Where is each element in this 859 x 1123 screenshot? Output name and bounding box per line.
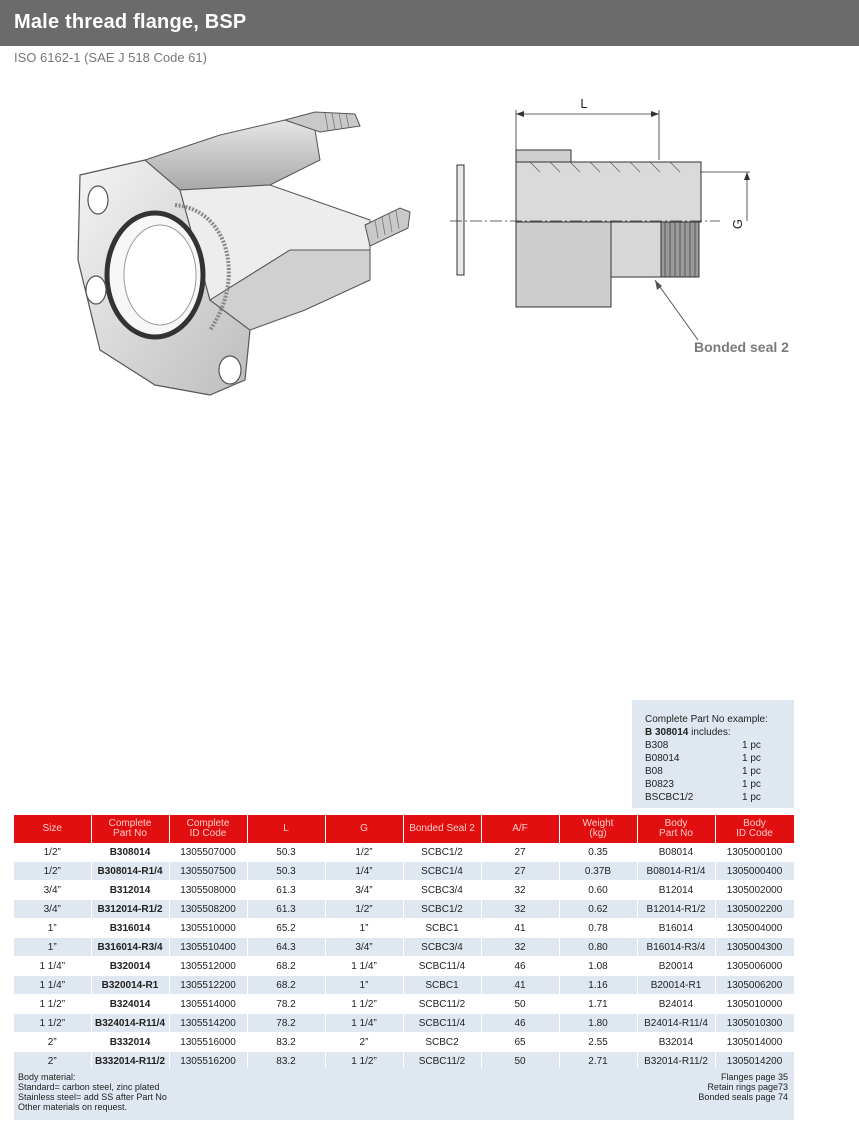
table-cell: 1305004300 (715, 938, 794, 957)
table-cell: 46 (481, 957, 559, 976)
table-cell: B32014 (637, 1033, 715, 1052)
table-cell: 1305014000 (715, 1033, 794, 1052)
table-cell: B312014-R1/2 (91, 900, 169, 919)
table-cell: 1305512000 (169, 957, 247, 976)
table-cell: 1305507000 (169, 843, 247, 862)
table-row (14, 957, 794, 976)
table-cell: 2” (14, 1033, 91, 1052)
table-cell: 1305510000 (169, 919, 247, 938)
table-cell: 1/2” (14, 843, 91, 862)
spec-table (14, 815, 795, 1071)
table-cell: 1305514200 (169, 1014, 247, 1033)
table-cell: SCBC11/4 (403, 1014, 481, 1033)
table-cell: B20014-R1 (637, 976, 715, 995)
table-cell: B320014 (91, 957, 169, 976)
header-bar (0, 0, 859, 46)
table-cell: 3/4” (14, 881, 91, 900)
table-cell: B16014 (637, 919, 715, 938)
table-cell: 1/2” (325, 843, 403, 862)
table-cell: 83.2 (247, 1052, 325, 1071)
table-cell: 0.62 (559, 900, 637, 919)
flange-section-drawing (450, 90, 810, 370)
table-cell: B24014 (637, 995, 715, 1014)
table-cell: B320014-R1 (91, 976, 169, 995)
table-cell: 61.3 (247, 881, 325, 900)
table-cell: B316014 (91, 919, 169, 938)
table-row (14, 976, 794, 995)
table-cell: 61.3 (247, 900, 325, 919)
table-row (14, 881, 794, 900)
table-cell: B324014-R11/4 (91, 1014, 169, 1033)
column-header: Weight (kg) (559, 815, 637, 843)
table-cell: 1.80 (559, 1014, 637, 1033)
table-cell: 1” (14, 919, 91, 938)
column-header: Body ID Code (715, 815, 794, 843)
table-row (14, 900, 794, 919)
table-cell: B08014 (637, 843, 715, 862)
table-cell: 1” (325, 919, 403, 938)
page-reference-line: Bonded seals page 74 (698, 1092, 788, 1102)
table-cell: 1305002200 (715, 900, 794, 919)
table-cell: 50.3 (247, 843, 325, 862)
table-cell: 0.37B (559, 862, 637, 881)
page-reference-line: Flanges page 35 (720, 1072, 788, 1082)
table-cell: SCBC1 (403, 919, 481, 938)
table-cell: 68.2 (247, 976, 325, 995)
table-cell: 1.08 (559, 957, 637, 976)
page-references (698, 1072, 788, 1102)
table-cell: 1/4” (325, 862, 403, 881)
table-cell: 64.3 (247, 938, 325, 957)
dimension-g-label: G (730, 218, 745, 230)
example-item (645, 752, 788, 765)
table-cell: 1.71 (559, 995, 637, 1014)
table-cell: 1305512200 (169, 976, 247, 995)
table-cell: 1/2” (14, 862, 91, 881)
table-cell: 2.55 (559, 1033, 637, 1052)
table-cell: 78.2 (247, 995, 325, 1014)
example-item (645, 791, 788, 804)
example-item (645, 739, 788, 752)
table-cell: 83.2 (247, 1033, 325, 1052)
table-cell: 1305508000 (169, 881, 247, 900)
column-header: Size (14, 815, 91, 843)
footer-note-line: Stainless steel= add SS after Part No (18, 1092, 167, 1102)
example-includes-text: includes: (688, 727, 731, 738)
table-cell: 1305514000 (169, 995, 247, 1014)
table-cell: 41 (481, 919, 559, 938)
footer-note-line: Standard= carbon steel, zinc plated (18, 1082, 160, 1092)
table-cell: 1305006200 (715, 976, 794, 995)
example-item-part: B0823 (645, 779, 674, 790)
table-cell: 1305010300 (715, 1014, 794, 1033)
example-item (645, 765, 788, 778)
table-cell: B32014-R11/2 (637, 1052, 715, 1071)
table-cell: SCBC11/2 (403, 995, 481, 1014)
example-item-part: BSCBC1/2 (645, 792, 694, 803)
table-cell: 65.2 (247, 919, 325, 938)
table-cell: 1305516000 (169, 1033, 247, 1052)
table-cell: SCBC1 (403, 976, 481, 995)
example-item-qty: 1 pc (742, 740, 761, 751)
table-cell: B332014-R11/2 (91, 1052, 169, 1071)
footer-note-line: Other materials on request. (18, 1102, 128, 1112)
table-cell: 1 1/2” (325, 995, 403, 1014)
table-cell: B324014 (91, 995, 169, 1014)
table-cell: 1305002000 (715, 881, 794, 900)
example-item-qty: 1 pc (742, 792, 761, 803)
table-cell: 32 (481, 900, 559, 919)
example-items-list (645, 739, 788, 804)
table-cell: 68.2 (247, 957, 325, 976)
table-cell: B332014 (91, 1033, 169, 1052)
table-row (14, 1014, 794, 1033)
example-includes-line (645, 726, 788, 739)
table-cell: 2” (325, 1033, 403, 1052)
table-cell: 1305000100 (715, 843, 794, 862)
table-cell: 27 (481, 843, 559, 862)
table-cell: B12014-R1/2 (637, 900, 715, 919)
flange-3d-illustration (70, 100, 430, 410)
column-header: A/F (481, 815, 559, 843)
table-cell: SCBC3/4 (403, 938, 481, 957)
table-cell: 1305000400 (715, 862, 794, 881)
table-row (14, 995, 794, 1014)
table-cell: B16014-R3/4 (637, 938, 715, 957)
example-title: Complete Part No example: (645, 714, 768, 725)
table-cell: 1 1/4” (14, 976, 91, 995)
table-cell: 0.78 (559, 919, 637, 938)
table-cell: 1/2” (325, 900, 403, 919)
table-cell: SCBC11/2 (403, 1052, 481, 1071)
table-cell: 32 (481, 881, 559, 900)
column-header: G (325, 815, 403, 843)
page-reference-line: Retain rings page73 (707, 1082, 788, 1092)
table-cell: 3/4” (325, 881, 403, 900)
table-cell: SCBC11/4 (403, 957, 481, 976)
table-cell: 1305507500 (169, 862, 247, 881)
table-cell: 2” (14, 1052, 91, 1071)
part-number-example (632, 700, 794, 808)
table-cell: 1305010000 (715, 995, 794, 1014)
table-cell: 78.2 (247, 1014, 325, 1033)
dimension-l-label: L (580, 96, 588, 111)
table-cell: B316014-R3/4 (91, 938, 169, 957)
standard-subtitle: ISO 6162-1 (SAE J 518 Code 61) (14, 50, 207, 65)
table-cell: 1305510400 (169, 938, 247, 957)
table-row (14, 862, 794, 881)
example-item (645, 778, 788, 791)
table-cell: 27 (481, 862, 559, 881)
table-cell: B308014-R1/4 (91, 862, 169, 881)
table-cell: SCBC2 (403, 1033, 481, 1052)
table-header-row (14, 815, 794, 843)
table-cell: 1” (14, 938, 91, 957)
column-header: Complete Part No (91, 815, 169, 843)
table-cell: B08014-R1/4 (637, 862, 715, 881)
table-cell: 3/4” (14, 900, 91, 919)
table-cell: B20014 (637, 957, 715, 976)
table-cell: SCBC3/4 (403, 881, 481, 900)
example-item-qty: 1 pc (742, 766, 761, 777)
table-cell: 50 (481, 1052, 559, 1071)
table-row (14, 843, 794, 862)
table-cell: SCBC1/2 (403, 900, 481, 919)
example-item-part: B08014 (645, 753, 680, 764)
table-cell: 65 (481, 1033, 559, 1052)
table-cell: 1305014200 (715, 1052, 794, 1071)
example-part-number: B 308014 (645, 727, 689, 738)
column-header: Bonded Seal 2 (403, 815, 481, 843)
table-cell: B24014-R11/4 (637, 1014, 715, 1033)
body-material-notes (18, 1072, 167, 1112)
table-cell: 1 1/2” (14, 995, 91, 1014)
table-cell: 32 (481, 938, 559, 957)
table-cell: 0.35 (559, 843, 637, 862)
table-cell: 46 (481, 1014, 559, 1033)
table-cell: 1” (325, 976, 403, 995)
table-cell: 50.3 (247, 862, 325, 881)
table-cell: B308014 (91, 843, 169, 862)
table-row (14, 919, 794, 938)
table-cell: B312014 (91, 881, 169, 900)
footer-note-line: Body material: (18, 1072, 76, 1082)
table-cell: 0.80 (559, 938, 637, 957)
table-cell: 1 1/4” (325, 957, 403, 976)
table-cell: 3/4” (325, 938, 403, 957)
bonded-seal-label: Bonded seal 2 (694, 339, 789, 355)
column-header: Body Part No (637, 815, 715, 843)
table-cell: 0.60 (559, 881, 637, 900)
table-cell: SCBC1/4 (403, 862, 481, 881)
table-cell: 2.71 (559, 1052, 637, 1071)
table-cell: 1 1/2” (325, 1052, 403, 1071)
table-cell: 50 (481, 995, 559, 1014)
table-cell: 1305508200 (169, 900, 247, 919)
footer-notes (14, 1068, 794, 1120)
example-item-qty: 1 pc (742, 779, 761, 790)
page-title: Male thread flange, BSP (14, 11, 247, 33)
table-cell: 1 1/4” (14, 957, 91, 976)
column-header: L (247, 815, 325, 843)
table-cell: 1305004000 (715, 919, 794, 938)
table-row (14, 938, 794, 957)
table-cell: 41 (481, 976, 559, 995)
table-cell: 1 1/4” (325, 1014, 403, 1033)
example-item-qty: 1 pc (742, 753, 761, 764)
table-cell: 1 1/2” (14, 1014, 91, 1033)
table-cell: 1.16 (559, 976, 637, 995)
table-cell: 1305006000 (715, 957, 794, 976)
table-cell: B12014 (637, 881, 715, 900)
table-row (14, 1033, 794, 1052)
column-header: Complete ID Code (169, 815, 247, 843)
example-item-part: B08 (645, 766, 663, 777)
example-item-part: B308 (645, 740, 669, 751)
table-cell: SCBC1/2 (403, 843, 481, 862)
table-cell: 1305516200 (169, 1052, 247, 1071)
